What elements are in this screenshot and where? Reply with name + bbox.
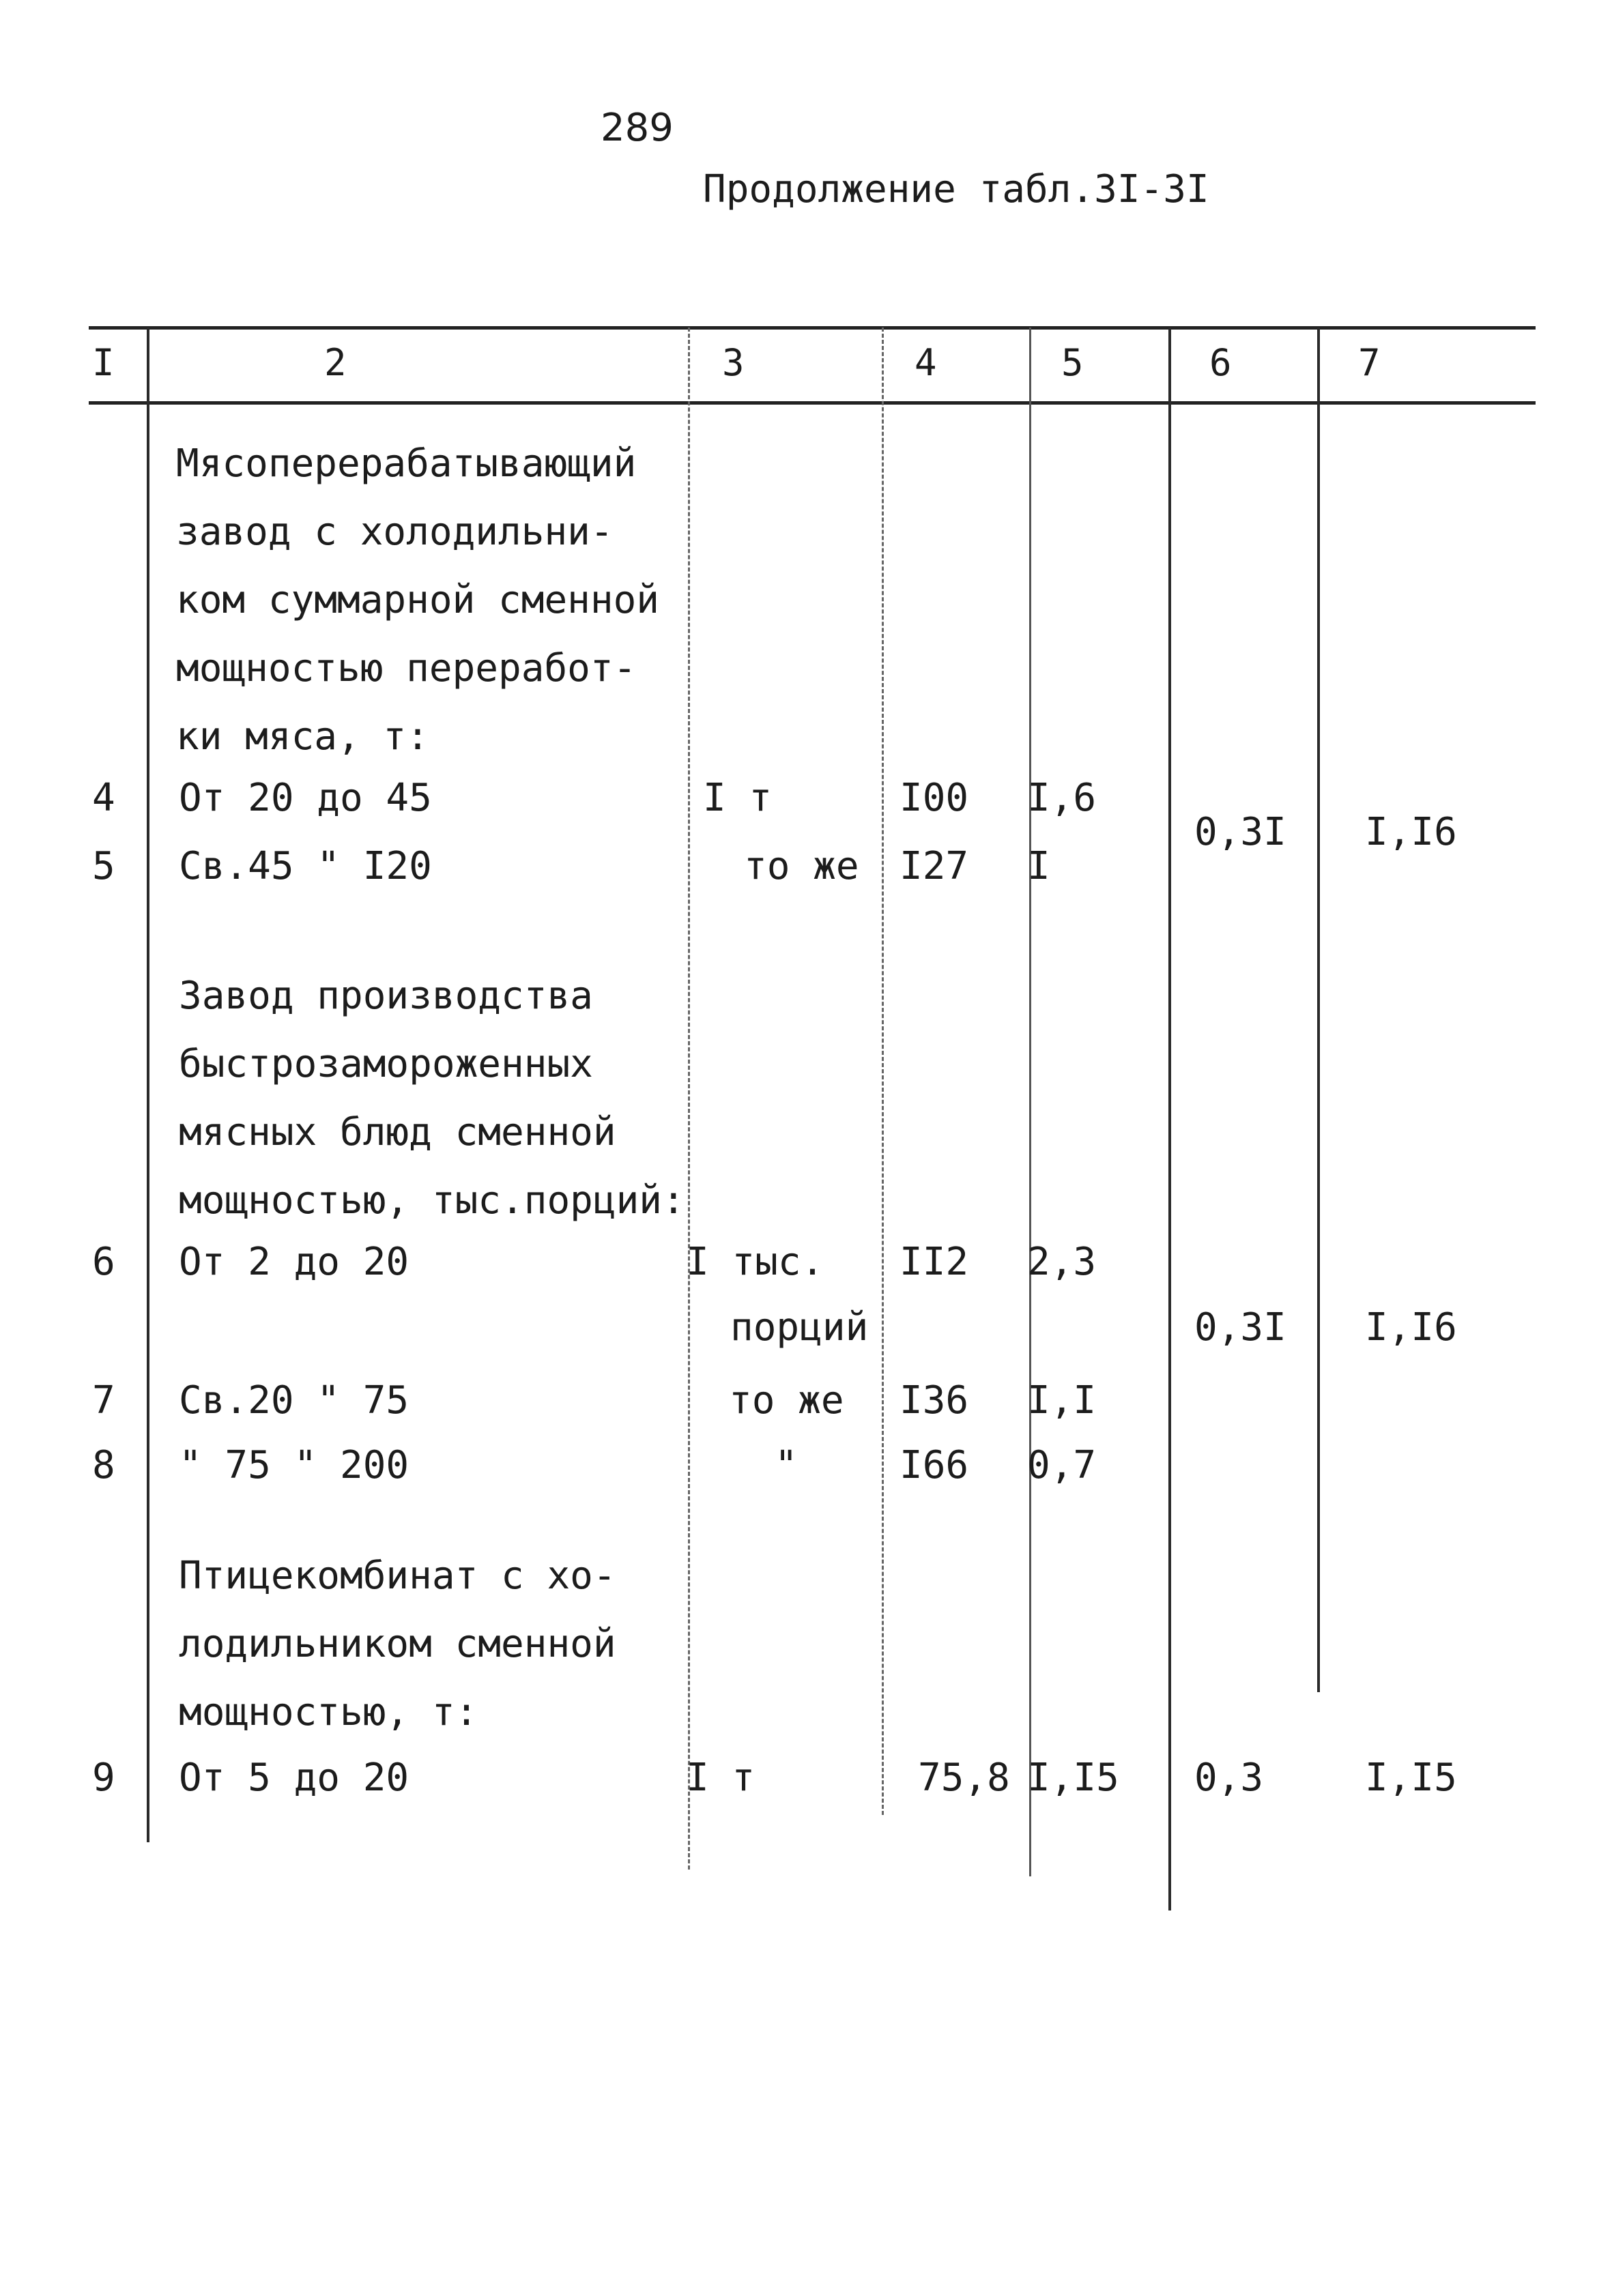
group-value-col7: I,I6 <box>1365 1305 1457 1350</box>
row-unit: I т <box>703 776 773 820</box>
group-title-line: ки мяса, т: <box>176 714 429 759</box>
column-divider-1 <box>147 328 149 1842</box>
row-label: От 20 до 45 <box>179 776 432 820</box>
row-label: Св.45 " I20 <box>179 844 432 888</box>
row-number: 7 <box>92 1378 115 1423</box>
group-title-line: мясных блюд сменной <box>179 1110 616 1154</box>
column-header-3: 3 <box>722 341 745 384</box>
group-title-line: завод с холодильни- <box>176 510 614 554</box>
group-title-line: ком суммарной сменной <box>176 578 660 622</box>
row-number: 5 <box>92 844 115 888</box>
row-unit: I тыс. <box>686 1240 824 1284</box>
column-header-2: 2 <box>324 341 347 384</box>
table-caption: Продолжение табл.3I-3I <box>703 167 1209 212</box>
row-unit: то же <box>729 1378 844 1423</box>
column-divider-4 <box>1029 328 1031 1876</box>
row-value-col4: 75,8 <box>918 1756 1010 1800</box>
row-unit: то же <box>744 844 859 888</box>
row-label: От 2 до 20 <box>179 1240 409 1284</box>
group-title-line: мощностью, т: <box>179 1690 478 1734</box>
group-title-line: лодильником сменной <box>179 1622 616 1666</box>
row-value-col5: I,I <box>1027 1378 1097 1423</box>
row-label: От 5 до 20 <box>179 1756 409 1800</box>
group-value-col6: 0,3 <box>1194 1756 1264 1800</box>
row-value-col4: I66 <box>899 1443 969 1487</box>
row-unit: " <box>775 1443 798 1487</box>
row-value-col5: I,I5 <box>1027 1756 1119 1800</box>
group-value-col7: I,I5 <box>1365 1756 1457 1800</box>
column-header-7: 7 <box>1358 341 1381 384</box>
row-value-col4: II2 <box>899 1240 969 1284</box>
column-divider-3 <box>882 328 884 1815</box>
column-header-5: 5 <box>1061 341 1084 384</box>
group-title-line: быстрозамороженных <box>179 1042 593 1086</box>
row-value-col5: 0,7 <box>1027 1443 1097 1487</box>
column-divider-6 <box>1317 328 1320 1692</box>
page-number: 289 <box>601 106 674 150</box>
group-title-line: Мясоперерабатывающий <box>176 441 637 486</box>
group-title-line: мощностью, тыс.порций: <box>179 1178 685 1223</box>
column-header-4: 4 <box>915 341 937 384</box>
column-divider-5 <box>1168 328 1171 1910</box>
row-number: 9 <box>92 1756 115 1800</box>
group-title-line: мощностью переработ- <box>176 646 637 691</box>
row-value-col5: I <box>1027 844 1050 888</box>
group-value-col6: 0,3I <box>1194 1305 1286 1350</box>
row-unit-continued: порций <box>730 1305 869 1350</box>
column-divider-2 <box>688 328 690 1870</box>
row-value-col4: I00 <box>899 776 969 820</box>
row-label: " 75 " 200 <box>179 1443 409 1487</box>
row-number: 6 <box>92 1240 115 1284</box>
column-header-6: 6 <box>1209 341 1232 384</box>
group-value-col6: 0,3I <box>1194 810 1286 854</box>
row-value-col4: I27 <box>899 844 969 888</box>
group-title-line: Птицекомбинат с хо- <box>179 1554 616 1598</box>
row-label: Св.20 " 75 <box>179 1378 409 1423</box>
row-number: 8 <box>92 1443 115 1487</box>
row-value-col4: I36 <box>899 1378 969 1423</box>
row-number: 4 <box>92 776 115 820</box>
group-value-col7: I,I6 <box>1365 810 1457 854</box>
column-header-1: I <box>92 341 115 384</box>
group-title-line: Завод производства <box>179 974 593 1018</box>
row-value-col5: I,6 <box>1027 776 1097 820</box>
row-value-col5: 2,3 <box>1027 1240 1097 1284</box>
row-unit: I т <box>686 1756 755 1800</box>
